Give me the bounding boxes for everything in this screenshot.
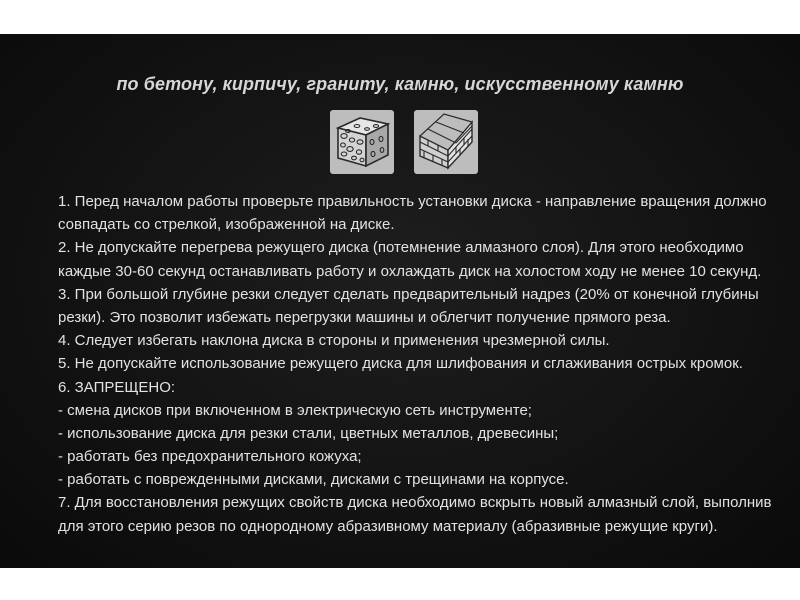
instruction-line-2: совпадать со стрелкой, изображенной на диске.	[58, 216, 395, 234]
materials-heading: по бетону, кирпичу, граниту, камню, искусственному камню	[116, 74, 684, 94]
instruction-line-5: 3. При большой глубине резки следует сделать предварительный надрез (20% от конечной глубины	[58, 285, 759, 303]
prohibited-item-1: - смена дисков при включенном в электрическую сеть инструменте;	[58, 401, 532, 419]
instruction-line-7: 4. Следует избегать наклона диска в стороны и применения чрезмерной силы.	[58, 332, 610, 350]
instruction-line-9: 7. Для восстановления режущих свойств диска необходимо вскрыть новый алмазный слой, выполнив	[58, 494, 772, 512]
prohibited-heading: 6. ЗАПРЕЩЕНО:	[58, 378, 176, 396]
instruction-line-4: каждые 30-60 секунд останавливать работу и охлаждать диск на холостом ходу не менее 10 секунд.	[58, 262, 762, 280]
instructions-text	[58, 190, 774, 538]
prohibited-item-2: - использование диска для резки стали, цветных металлов, древесины;	[58, 424, 559, 442]
prohibited-item-3: - работать без предохранительного кожуха;	[58, 448, 362, 466]
instruction-line-3: 2. Не допускайте перегрева режущего диска (потемнение алмазного слоя). Для этого необходимо	[58, 239, 744, 257]
brick-wall-icon	[414, 110, 478, 174]
instruction-line-1: 1. Перед началом работы проверьте правильность установки диска - направление вращения должно	[58, 193, 767, 210]
instruction-line-6: резки). Это позволит избежать перегрузки машины и облегчит получение прямого реза.	[58, 308, 671, 326]
prohibited-item-4: - работать с поврежденными дисками, дисками с трещинами на корпусе.	[58, 471, 569, 489]
instruction-line-8: 5. Не допускайте использование режущего диска для шлифования и сглаживания острых кромок.	[58, 355, 743, 373]
instruction-line-10: для этого серию резов по однородному абразивному материалу (абразивные режущие круги).	[58, 517, 718, 535]
concrete-block-icon	[330, 110, 394, 174]
